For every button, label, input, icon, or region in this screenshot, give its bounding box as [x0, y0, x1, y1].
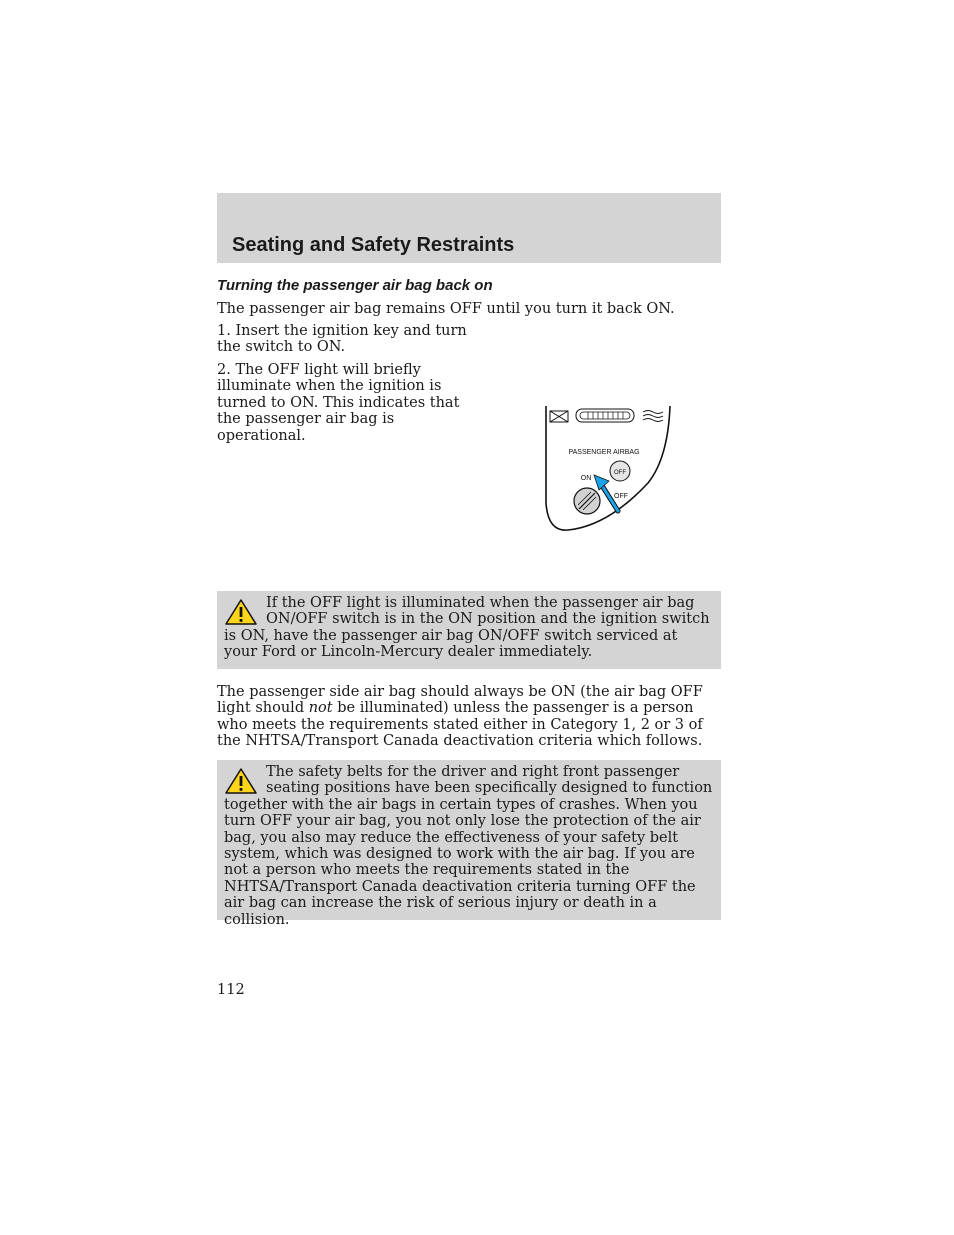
- warning-triangle-icon: [224, 598, 258, 626]
- warning-box-2: [217, 760, 721, 928]
- page-title: Seating and Safety Restraints: [232, 234, 515, 256]
- warning-2-text: The safety belts for the driver and right front passenger seating positions have been specifically designed to function together with the air bags in certain types of crashes. When you turn OFF your air bag, you not only lose the protection of the air bag, you also may reduce the effectiveness of your safety belt system, which was designed to work with the air bag. If you are not a person who meets the requirements stated in the NHTSA/Transport Canada deactivation criteria turning OFF the air bag can increase the risk of serious injury or death in a collision.: [224, 764, 713, 928]
- warning-1-text: If the OFF light is illuminated when the passenger air bag ON/OFF switch is in the ON position and the ignition switch is ON, have the passenger air bag ON/OFF switch serviced at your Ford or Lincoln-Mercury dealer immediately.: [224, 595, 710, 661]
- step-1-paragraph: 1. Insert the ignition key and turn the switch to ON.: [217, 323, 467, 356]
- warning-box-1: [217, 591, 721, 669]
- off-light-label: OFF: [614, 470, 626, 476]
- off-label: OFF: [614, 493, 628, 500]
- category-text-start: The passenger side air bag should always be ON (the air bag OFF light should: [217, 684, 703, 717]
- seatbelt-warning-icon: [550, 411, 568, 422]
- airbag-switch-illustration: [538, 398, 678, 538]
- page-number: 112: [217, 982, 245, 998]
- step-2-paragraph: 2. The OFF light will briefly illuminate when the ignition is turned to ON. This indicates that the passenger air bag is operational.: [217, 362, 460, 444]
- emphasis-not: not: [308, 700, 333, 717]
- defrost-icon: [643, 411, 663, 422]
- key-switch-icon: [574, 488, 600, 514]
- on-label: ON: [580, 475, 592, 482]
- vent-grille-icon: [576, 409, 634, 422]
- category-paragraph: [217, 684, 721, 750]
- warning-triangle-icon: [224, 767, 258, 795]
- switch-panel-outline: [546, 406, 670, 530]
- category-text-end: be illuminated) unless the passenger is a person who meets the requirements stated either in Category 1, 2 or 3 of the NHTSA/Transport Canada deactivation criteria which follows.: [217, 700, 703, 750]
- panel-label: PASSENGER AIRBAG: [568, 449, 640, 456]
- intro-paragraph: The passenger air bag remains OFF until you turn it back ON.: [217, 301, 675, 317]
- header-band: [217, 193, 721, 263]
- section-subheading: Turning the passenger air bag back on: [217, 277, 493, 294]
